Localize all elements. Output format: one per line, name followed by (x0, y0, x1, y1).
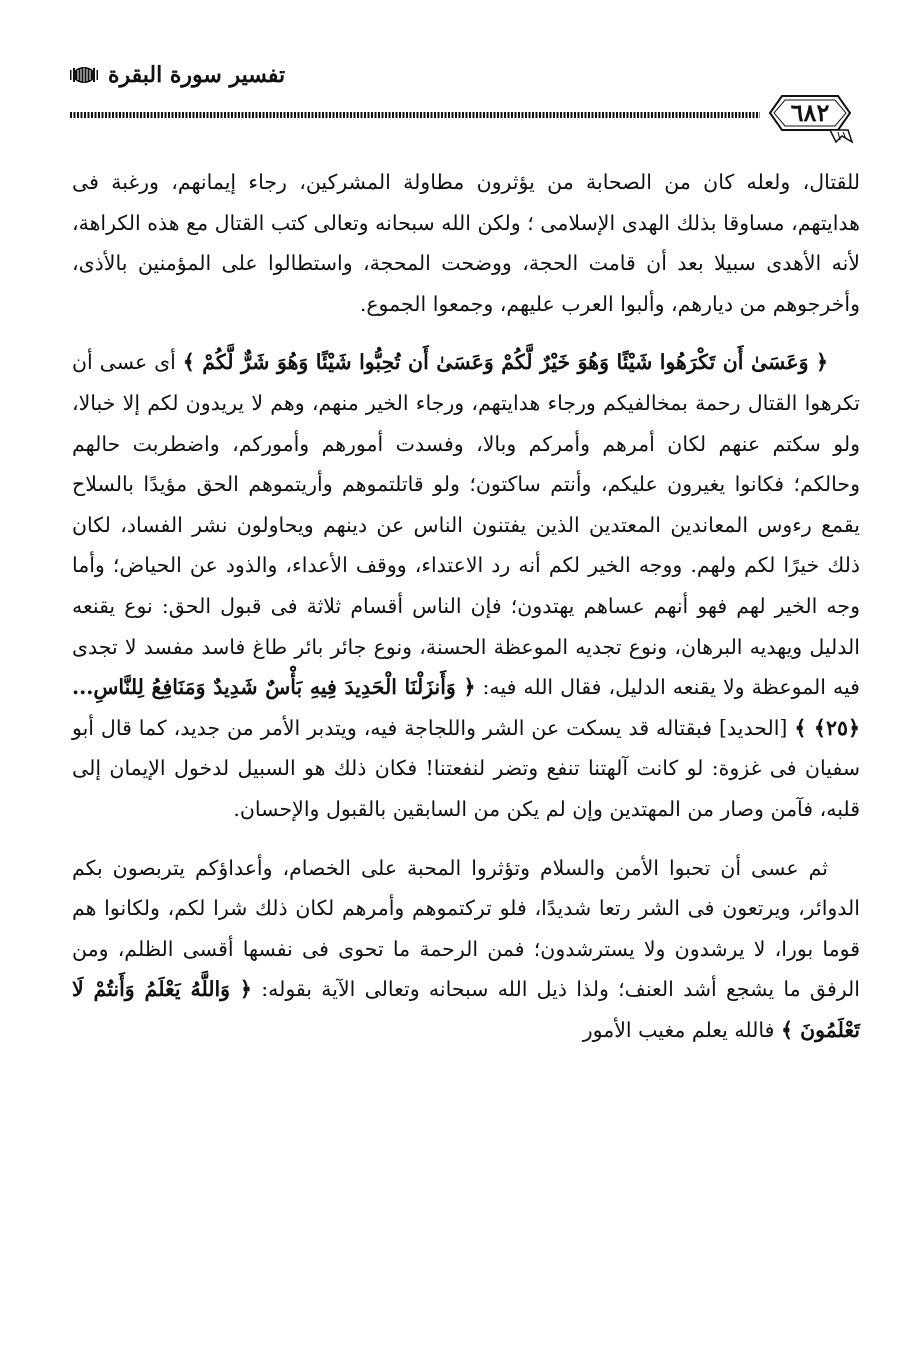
ornament-icon (70, 64, 98, 86)
paragraph (72, 848, 860, 1051)
running-title (70, 62, 285, 88)
quran-verse: ﴿ وَاللَّهُ يَعْلَمُ وَأَنتُمْ لَا تَعْلَمُونَ ﴾ (72, 977, 860, 1042)
page-number-badge (760, 88, 860, 148)
paragraph-text: أى عسى أن تكرهوا القتال رحمة بمخالفيكم ورجاء هدايتهم، ورجاء الخير منهم، وهم لا يريدون لكم إلا خبالا، ولو سكتم عنهم لكان أمرهم وأمركم وبالا، وفسدت أمورهم وأموركم، واضطربت حالهم وحالكم؛ فكانوا يغيرون عليكم، وأنتم ساكتون؛ ولو قاتلتموهم وأريتموهم الحق مؤيدًا بالسلاح يقمع رءوس المعاندين المعتدين الذين يفتنون الناس عن دينهم ويحاولون نشر الفساد، لكان ذلك خيرًا لكم ولهم. ووجه الخير لكم أنه رد الاعتداء، ووقف الأعداء، والذود عن الحياض؛ وأما وجه الخير لهم فهو أنهم عساهم يهتدون؛ فإن الناس أقسام ثلاثة فى قبول الحق: نوع يقنعه الدليل ويهديه البرهان، ونوع تجديه الموعظة الحسنة، ونوع جائر بائر طاغ فاسد مفسد لا تجدى فيه الموعظة ولا يقنعه الدليل، فقال الله فيه: (72, 350, 860, 700)
paragraph-text: ثم عسى أن تحبوا الأمن والسلام وتؤثروا المحبة على الخصام، وأعداؤكم يتربصون بكم الدوائر، ويرتعون فى الشر رتعا شديدًا، فلو تركتموهم وأمرهم لكان ذلك شرا لكم، ولكانوا هم قوما بورا، لا يرشدون ولا يسترشدون؛ فمن الرحمة ما تحوى فى نفسها أقسى الظلم، ومن الرفق ما يشجع أشد العنف؛ ولذا ذيل الله سبحانه وتعالى الآية بقوله: (72, 855, 860, 1002)
paragraph-text: فالله يعلم مغيب الأمور (582, 1017, 781, 1042)
paragraph (72, 342, 860, 829)
paragraph (72, 162, 860, 324)
paragraph-text: للقتال، ولعله كان من الصحابة من يؤثرون مطاولة المشركين، رجاء إيمانهم، ورغبة فى هدايتهم، مساوقا بذلك الهدى الإسلامى ؛ ولكن الله سبحانه وتعالى كتب القتال مع هذه الكراهة، لأنه الأهدى سبيلا بعد أن قامت الحجة، ووضحت المحجة، واستطالوا على المؤمنين بالأذى، وأخرجوهم من ديارهم، وألبوا العرب عليهم، وجمعوا الجموع. (72, 170, 860, 316)
paragraph-text: [الحديد] فبقتاله قد يسكت عن الشر واللجاجة فيه، ويتدبر الأمر من جديد، كما قال أبو سفيان فى غزوة: لو كانت آلهتنا تنفع وتضر لنفعتنا! فكان ذلك هو السبيل لدخول الإيمان إلى قلبه، فآمن وصار من المهتدين وإن لم يكن من السابقين بالقبول والإحسان. (72, 715, 860, 821)
quran-verse: ﴿ وَأَنزَلْنَا الْحَدِيدَ فِيهِ بَأْسٌ شَدِيدٌ وَمَنَافِعُ لِلنَّاسِ... ﴿٢٥﴾ ﴾ (72, 675, 860, 740)
page-header (70, 48, 860, 148)
page-body (72, 162, 860, 1050)
quran-verse: ﴿ وَعَسَىٰ أَن تَكْرَهُوا شَيْئًا وَهُوَ خَيْرٌ لَّكُمْ وَعَسَىٰ أَن تُحِبُّوا شَيْئًا وَهُوَ شَرٌّ لَّكُمْ ﴾ (182, 350, 828, 375)
header-dotted-rule (70, 112, 760, 118)
page-number: ٦٨٢ (790, 98, 830, 127)
running-title-text: تفسير سورة البقرة (108, 62, 286, 88)
